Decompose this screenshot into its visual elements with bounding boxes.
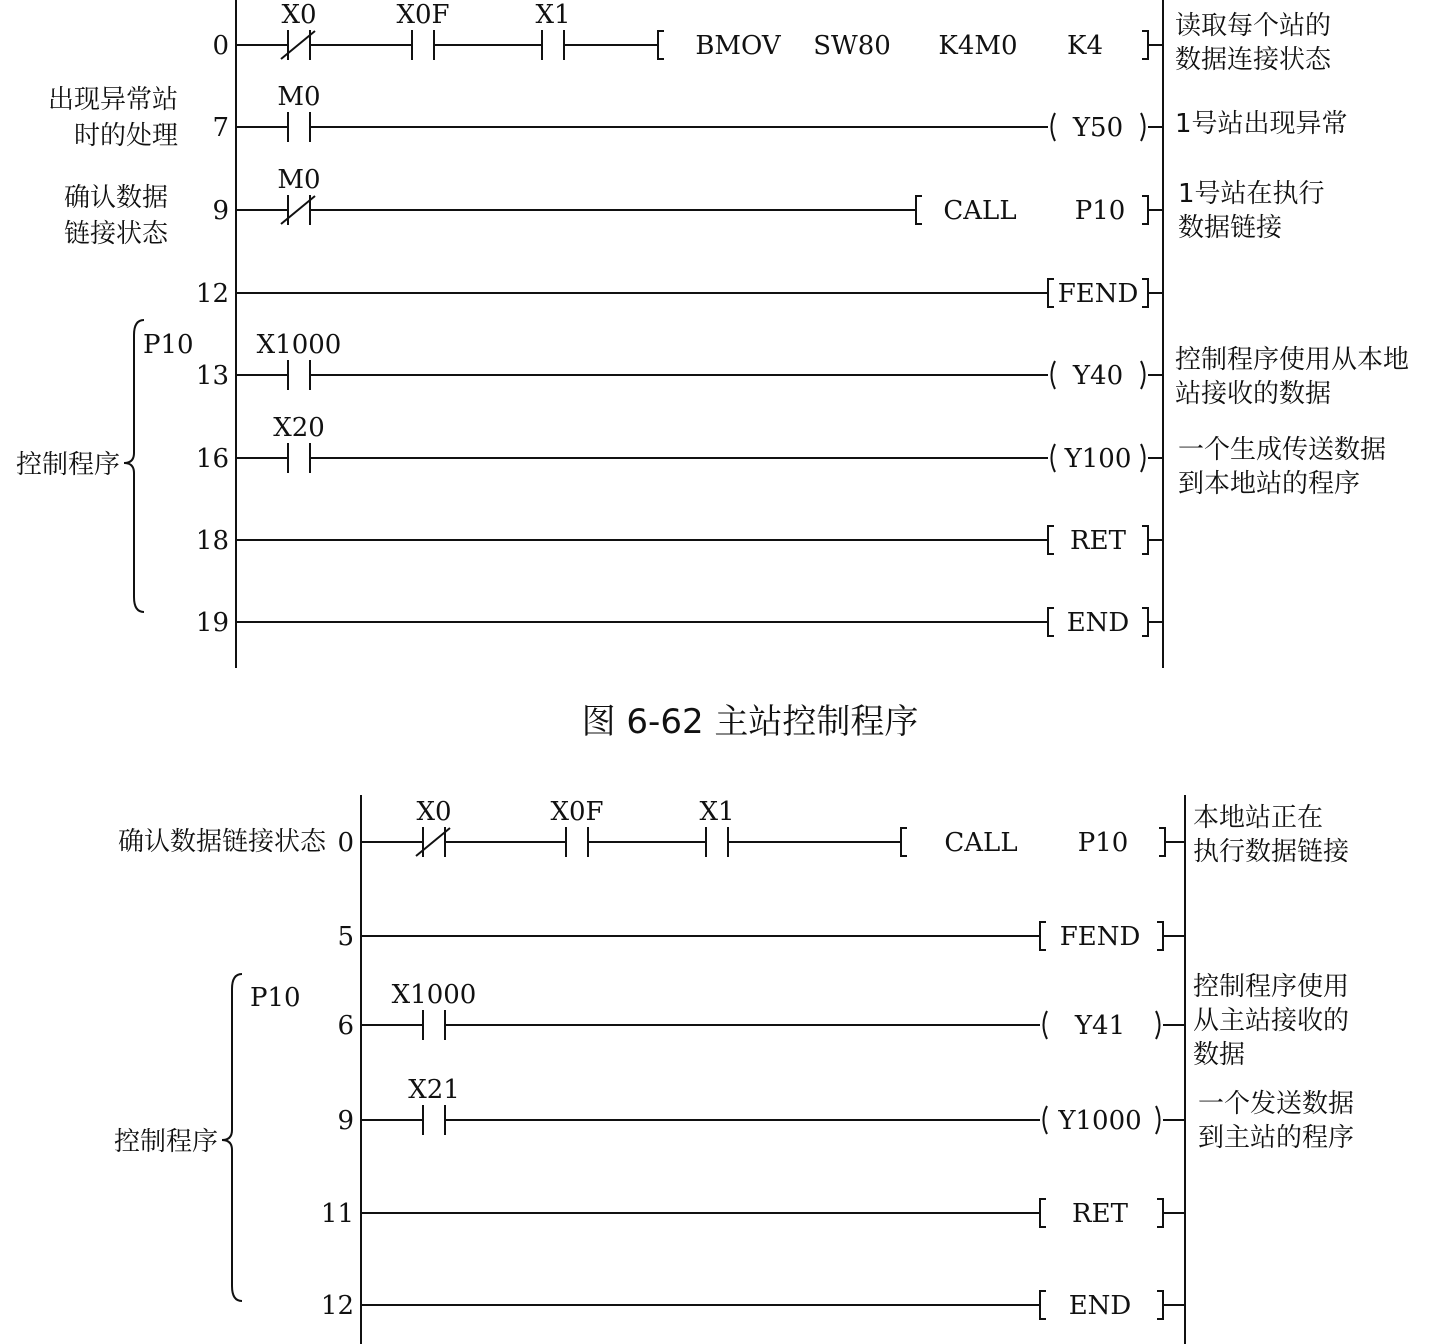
nc-contact <box>281 0 317 60</box>
local-station-ladder <box>114 795 1354 1344</box>
output-operand: RET <box>1072 1199 1128 1229</box>
output-operand: Y41 <box>1074 1011 1126 1041</box>
rung-comment: 数据连接状态 <box>1175 45 1332 75</box>
rung-7 <box>48 82 1348 151</box>
contact-label: X1000 <box>256 330 342 360</box>
step-number: 12 <box>320 1291 354 1321</box>
output-operand: SW80 <box>813 31 891 61</box>
rung-comment: 1号站出现异常 <box>1175 109 1348 139</box>
rung-comment: 1号站在执行 <box>1178 179 1325 209</box>
rung-0 <box>118 797 1350 867</box>
step-number: 5 <box>337 922 354 952</box>
output-operand: END <box>1068 1291 1132 1321</box>
step-number: 9 <box>337 1106 354 1136</box>
instruction-left-bracket <box>1048 608 1054 636</box>
rung-comment: 到主站的程序 <box>1198 1123 1355 1153</box>
rung-comment: 数据 <box>1193 1040 1246 1070</box>
contact-label: X1 <box>699 797 735 827</box>
contact-label: X0 <box>416 797 452 827</box>
no-contact <box>550 797 603 857</box>
pointer-label: P10 <box>250 983 301 1013</box>
no-contact <box>273 413 325 473</box>
output-operand: K4M0 <box>938 31 1018 61</box>
output-operand: P10 <box>1077 828 1129 858</box>
contact-label: X0 <box>281 0 317 30</box>
coil-right-paren <box>1141 113 1145 141</box>
instruction-right-bracket <box>1159 828 1165 856</box>
rung-19 <box>196 608 1163 638</box>
output-operand: Y40 <box>1072 361 1124 391</box>
rung-13 <box>196 330 1409 409</box>
left-annotation: 链接状态 <box>63 219 168 249</box>
step-number: 9 <box>212 196 229 226</box>
instruction-right-bracket <box>1142 196 1148 224</box>
rung-0 <box>212 0 1332 75</box>
contact-label: M0 <box>277 165 321 195</box>
step-number: 0 <box>212 31 229 61</box>
rung-comment: 读取每个站的 <box>1175 11 1332 41</box>
contact-label: X20 <box>273 413 325 443</box>
instruction-left-bracket <box>1040 1199 1046 1227</box>
no-contact <box>257 330 342 390</box>
no-contact <box>392 980 477 1040</box>
step-number: 11 <box>320 1199 354 1229</box>
brace-label: 控制程序 <box>15 450 120 480</box>
brace-label: 控制程序 <box>113 1127 218 1157</box>
instruction-left-bracket <box>658 31 664 59</box>
rung-comment: 执行数据链接 <box>1193 837 1350 867</box>
step-number: 16 <box>195 444 229 474</box>
contact-label: X0F <box>550 797 604 827</box>
instruction-right-bracket <box>1157 1291 1163 1319</box>
instruction-right-bracket <box>1157 1199 1163 1227</box>
step-number: 13 <box>195 361 229 391</box>
rung-11 <box>321 1199 1185 1229</box>
step-number: 6 <box>337 1011 354 1041</box>
step-number: 0 <box>337 828 354 858</box>
figure-caption: 图 6-62 主站控制程序 <box>581 702 919 742</box>
rung-comment: 控制程序使用 <box>1193 972 1350 1002</box>
output-operand: K4 <box>1067 31 1103 61</box>
subroutine-brace <box>124 320 144 612</box>
contact-label: X0F <box>396 0 450 30</box>
rung-12 <box>196 279 1163 309</box>
left-annotation: 确认数据 <box>63 183 168 213</box>
output-operand: Y50 <box>1072 113 1124 143</box>
rung-16 <box>196 413 1386 499</box>
output-operand: CALL <box>944 828 1018 858</box>
rung-comment: 控制程序使用从本地 <box>1175 345 1410 375</box>
coil-left-paren <box>1052 361 1056 389</box>
subroutine-brace <box>222 974 242 1301</box>
rung-comment: 从主站接收的 <box>1193 1006 1350 1036</box>
output-operand: END <box>1066 608 1130 638</box>
master-station-ladder <box>16 0 1409 668</box>
rung-6 <box>337 972 1349 1070</box>
coil-left-paren <box>1044 1011 1048 1039</box>
no-contact <box>535 0 570 60</box>
coil-left-paren <box>1052 444 1056 472</box>
coil-left-paren <box>1052 113 1056 141</box>
output-operand: BMOV <box>695 31 781 61</box>
output-operand: FEND <box>1059 922 1141 952</box>
no-contact <box>408 1075 460 1135</box>
output-operand: Y100 <box>1064 444 1132 474</box>
contact-label: X21 <box>408 1075 460 1105</box>
rung-18 <box>196 526 1163 556</box>
step-number: 19 <box>195 608 229 638</box>
no-contact <box>396 0 449 60</box>
instruction-right-bracket <box>1142 608 1148 636</box>
contact-label: M0 <box>277 82 321 112</box>
no-contact <box>277 82 320 142</box>
instruction-right-bracket <box>1142 526 1148 554</box>
rung-9 <box>64 165 1325 249</box>
coil-left-paren <box>1044 1106 1048 1134</box>
step-number: 18 <box>195 526 229 556</box>
coil-right-paren <box>1141 361 1145 389</box>
output-operand: FEND <box>1057 279 1139 309</box>
instruction-left-bracket <box>901 828 907 856</box>
rung-comment: 数据链接 <box>1178 213 1283 243</box>
left-annotation: 出现异常站 <box>47 85 178 115</box>
step-number: 7 <box>212 113 229 143</box>
instruction-left-bracket <box>1040 1291 1046 1319</box>
output-operand: CALL <box>943 196 1017 226</box>
instruction-right-bracket <box>1142 31 1148 59</box>
left-annotation: 确认数据链接状态 <box>117 827 326 857</box>
instruction-left-bracket <box>916 196 922 224</box>
rung-9 <box>337 1075 1354 1153</box>
instruction-left-bracket <box>1048 279 1054 307</box>
rung-comment: 到本地站的程序 <box>1178 469 1361 499</box>
rung-comment: 一个生成传送数据 <box>1178 435 1387 465</box>
coil-right-paren <box>1141 444 1145 472</box>
pointer-label: P10 <box>143 330 194 360</box>
coil-right-paren <box>1156 1011 1160 1039</box>
instruction-left-bracket <box>1048 526 1054 554</box>
output-operand: Y1000 <box>1058 1106 1142 1136</box>
output-operand: RET <box>1070 526 1126 556</box>
contact-label: X1 <box>535 0 571 30</box>
left-annotation: 时的处理 <box>73 121 178 151</box>
rung-comment: 本地站正在 <box>1193 803 1324 833</box>
output-operand: P10 <box>1074 196 1126 226</box>
rung-comment: 一个发送数据 <box>1198 1089 1355 1119</box>
no-contact <box>699 797 734 857</box>
rung-comment: 站接收的数据 <box>1175 379 1332 409</box>
instruction-left-bracket <box>1040 922 1046 950</box>
nc-contact <box>416 797 452 857</box>
contact-label: X1000 <box>391 980 477 1010</box>
nc-contact <box>277 165 320 225</box>
coil-right-paren <box>1156 1106 1160 1134</box>
rung-5 <box>337 922 1185 952</box>
instruction-right-bracket <box>1157 922 1163 950</box>
instruction-right-bracket <box>1142 279 1148 307</box>
step-number: 12 <box>195 279 229 309</box>
rung-12 <box>321 1291 1185 1321</box>
